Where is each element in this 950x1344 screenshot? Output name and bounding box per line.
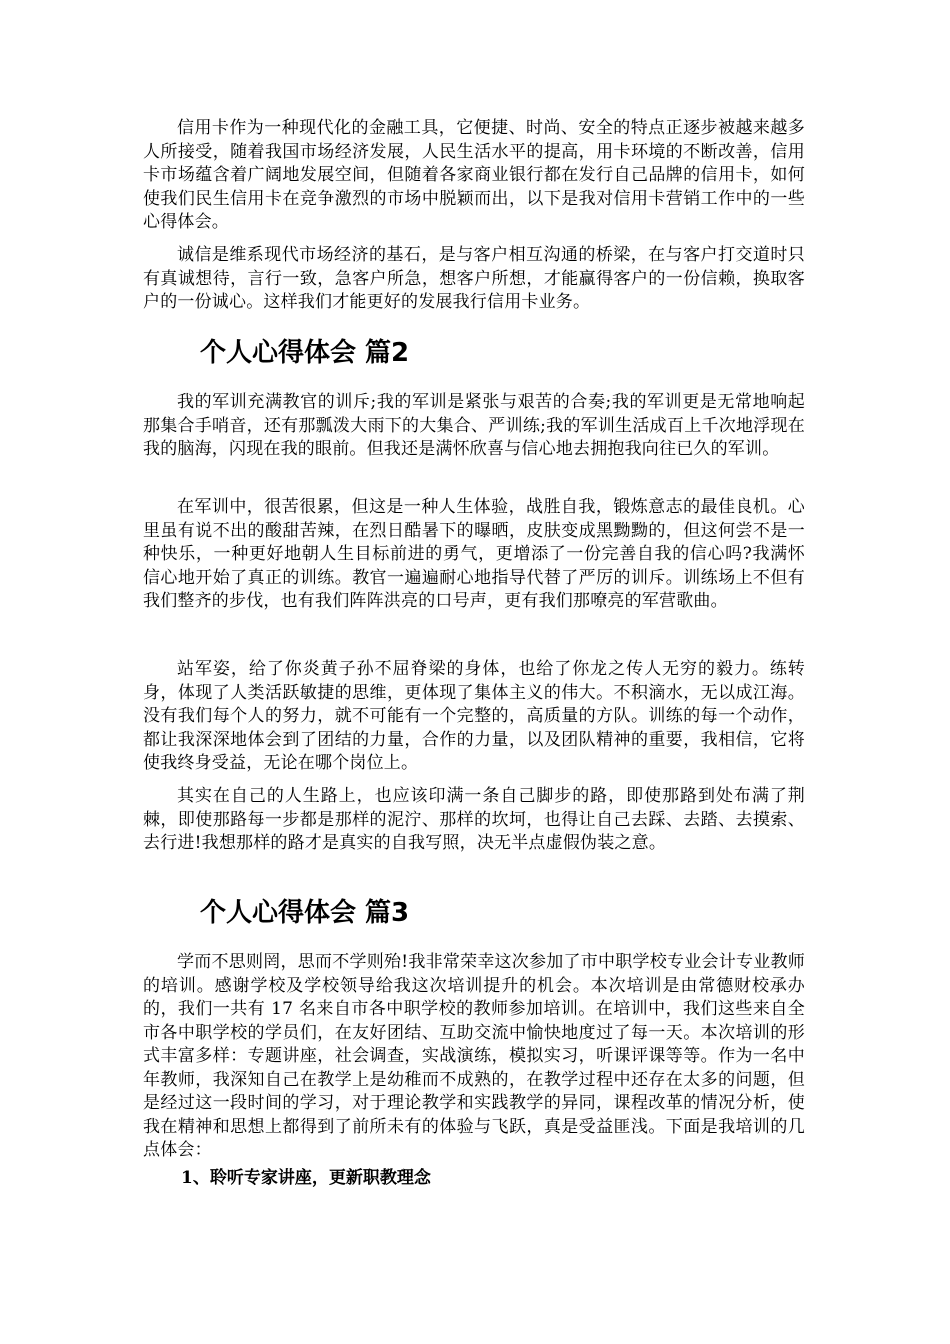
paragraph-life-path: 其实在自己的人生路上，也应该印满一条自己脚步的路，即使那路到处布满了荆棘，即使那路每一步都是那样的泥泞、那样的坎坷，也得让自己去踩、去踏、去摸索、去行进!我想那样的路才是真实的自我写照，决无半点虚假伪装之意。 <box>143 786 805 853</box>
section-heading-3: 个人心得体会 篇3 <box>200 898 410 928</box>
paragraph-teacher-training: 学而不思则罔，思而不学则殆!我非常荣幸这次参加了市中职学校专业会计专业教师的培训。感谢学校及学校领导给我这次培训提升的机会。本次培训是由常德财校承办的，我们一共有 17 名来自市各中职学校的教师参加培训。在培训中，我们这些来自全市各中职学校的学员们，在友好团结、互助交流中愉快地度过了每一天。本次培训的形式丰富多样：专题讲座，社会调查，实战演练，模拟实习，听课评课等等。作为一名中年教师，我深知自己在教学上是幼稚而不成熟的，在教学过程中还存在太多的问题，但是经过这一段时间的学习，对于理论教学和实践教学的异同，课程改革的情况分析，使我在精神和思想上都得到了前所未有的体验与飞跃，真是受益匪浅。下面是我培训的几点体会： <box>143 952 805 1160</box>
subheading-expert-lectures: 1、聆听专家讲座，更新职教理念 <box>181 1168 431 1188</box>
paragraph-military-posture: 站军姿，给了你炎黄子孙不屈脊梁的身体，也给了你龙之传人无穷的毅力。练转身，体现了人类活跃敏捷的思维，更体现了集体主义的伟大。不积滴水，无以成江海。没有我们每个人的努力，就不可能有一个完整的，高质量的方队。训练的每一个动作，都让我深深地体会到了团结的力量，合作的力量，以及团队精神的重要，我相信，它将使我终身受益，无论在哪个岗位上。 <box>143 659 805 773</box>
paragraph-credit-card-intro: 信用卡作为一种现代化的金融工具，它便捷、时尚、安全的特点正逐步被越来越多人所接受，随着我国市场经济发展，人民生活水平的提高，用卡环境的不断改善，信用卡市场蕴含着广阔地发展空间，但随着各家商业银行都在发行自己品牌的信用卡，如何使我们民生信用卡在竞争激烈的市场中脱颖而出，以下是我对信用卡营销工作中的一些心得体会。 <box>143 118 805 232</box>
paragraph-integrity: 诚信是维系现代市场经济的基石，是与客户相互沟通的桥梁，在与客户打交道时只有真诚想待，言行一致，急客户所急，想客户所想，才能赢得客户的一份信赖，换取客户的一份诚心。这样我们才能更好的发展我行信用卡业务。 <box>143 245 805 312</box>
paragraph-military-training-intro: 我的军训充满教官的训斥;我的军训是紧张与艰苦的合奏;我的军训更是无常地响起那集合手哨音，还有那瓢泼大雨下的大集合、严训练;我的军训生活成百上千次地浮现在我的脑海，闪现在我的眼前。但我还是满怀欣喜与信心地去拥抱我向往已久的军训。 <box>143 392 805 459</box>
section-heading-2: 个人心得体会 篇2 <box>200 338 410 368</box>
paragraph-military-training-experience: 在军训中，很苦很累，但这是一种人生体验，战胜自我，锻炼意志的最佳良机。心里虽有说不出的酸甜苦辣，在烈日酷暑下的曝晒，皮肤变成黑黝黝的，但这何尝不是一种快乐，一种更好地朝人生目标前进的勇气，更增添了一份完善自我的信心吗?我满怀信心地开始了真正的训练。教官一遍遍耐心地指导代替了严厉的训斥。训练场上不但有我们整齐的步伐，也有我们阵阵洪亮的口号声，更有我们那嘹亮的军营歌曲。 <box>143 497 805 611</box>
